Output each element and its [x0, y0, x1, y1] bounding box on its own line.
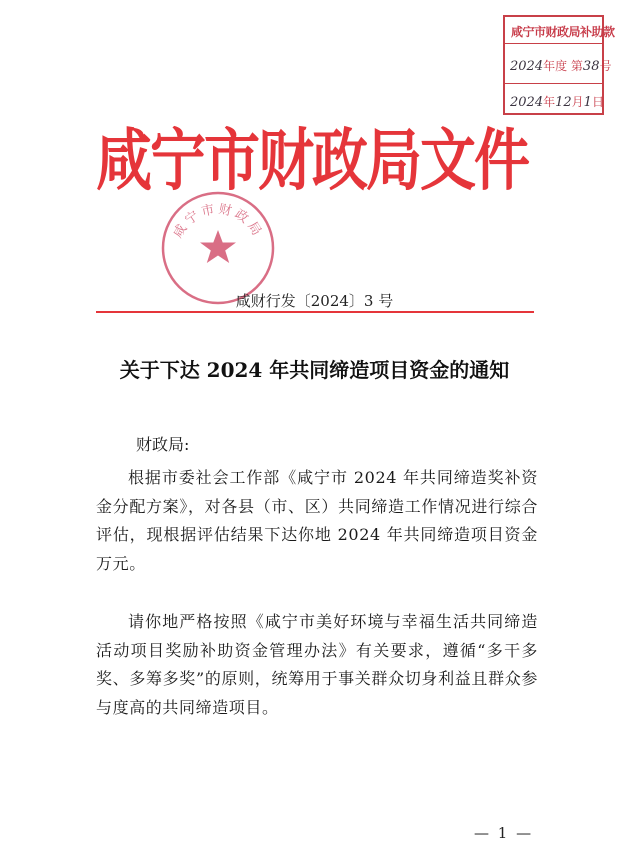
stamp-divider	[505, 83, 602, 84]
star-icon	[200, 230, 236, 263]
registration-year: 2024	[510, 59, 544, 74]
registration-date-day: 1	[583, 95, 592, 110]
registration-date-month: 12	[555, 95, 572, 110]
header-divider	[96, 311, 534, 313]
registration-year-suffix: 年度 第	[543, 59, 583, 73]
registration-stamp-title: 咸宁市财政局补助款	[511, 25, 615, 39]
document-number: 咸财行发〔2024〕3 号	[235, 292, 394, 310]
body-paragraph: 请你地严格按照《咸宁市美好环境与幸福生活共同缔造活动项目奖励补助资金管理办法》有关要求，遵循“多干多奖、多筹多奖”的原则，统筹用于事关群众切身利益且群众参与度高的共同缔造项目。	[96, 612, 538, 718]
document-title: 关于下达 2024 年共同缔造项目资金的通知	[119, 358, 510, 382]
page-number: — 1 —	[474, 824, 534, 842]
registration-date-row	[510, 93, 604, 110]
registration-number: 38	[582, 59, 600, 74]
seal-text: 咸宁市财政局	[170, 201, 266, 241]
body-paragraph: 根据市委社会工作部《咸宁市 2024 年共同缔造奖补资金分配方案》，对各县（市、区）共同缔造工作情况进行综合评估，现根据评估结果下达你地 2024 年共同缔造项目资金 万元。	[96, 468, 572, 574]
stamp-divider	[505, 43, 602, 44]
masthead-title: 咸宁市财政局文件	[96, 122, 528, 201]
registration-number-suffix: 号	[599, 59, 612, 73]
registration-date-day-suffix: 日	[591, 95, 604, 109]
registration-date-year: 2024	[510, 95, 544, 110]
registration-stamp	[503, 15, 615, 115]
registration-year-row	[510, 57, 611, 74]
registration-date-year-suffix: 年	[543, 95, 556, 109]
registration-date-month-suffix: 月	[571, 95, 584, 109]
addressee: 财政局:	[136, 435, 190, 454]
